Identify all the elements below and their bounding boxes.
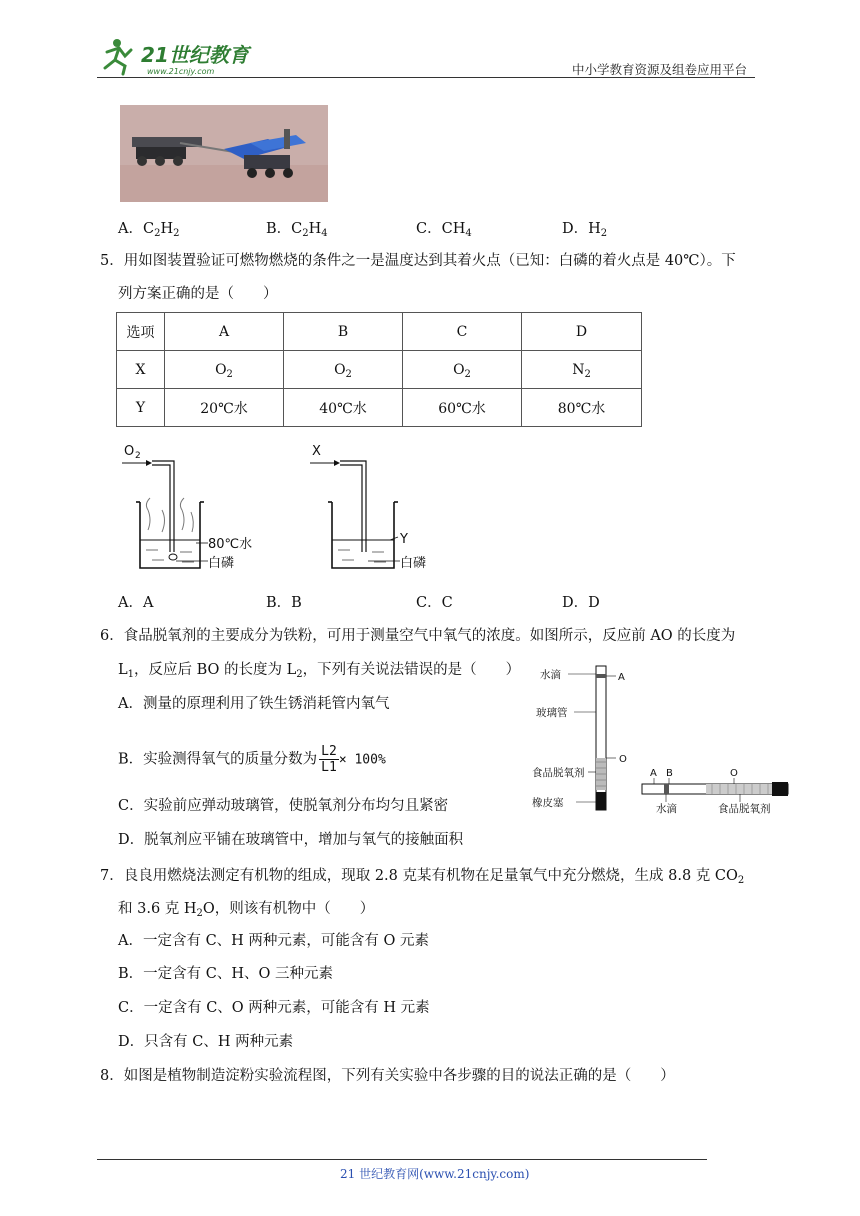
q5-option-c: C．C xyxy=(416,595,453,611)
table-cell: $O_2$ xyxy=(165,351,284,389)
q6-option-a: A．测量的原理利用了铁生锈消耗管内氧气 xyxy=(118,696,390,712)
q5-option-d: D．D xyxy=(562,595,600,611)
svg-text:O: O xyxy=(730,768,738,779)
q7-option-d: D．只含有 C、H 两种元素 xyxy=(118,1034,294,1050)
svg-text:80℃水: 80℃水 xyxy=(208,537,253,552)
q7-option-a: A．一定含有 C、H 两种元素，可能含有 O 元素 xyxy=(118,933,430,949)
svg-text:橡皮塞: 橡皮塞 xyxy=(532,797,564,809)
svg-text:食品脱氧剂: 食品脱氧剂 xyxy=(532,767,585,779)
table-cell: C xyxy=(403,313,522,351)
q7-option-c: C．一定含有 C、O 两种元素，可能含有 H 元素 xyxy=(118,1000,430,1016)
svg-text:Y: Y xyxy=(400,532,408,547)
q7-stem-line2: 和 3.6 克 $H_2O$，则该有机物中（ ） xyxy=(118,901,375,919)
table-row xyxy=(117,351,642,389)
svg-text:玻璃管: 玻璃管 xyxy=(536,707,568,719)
q6-stem-line1: 6．食品脱氧剂的主要成分为铁粉，可用于测量空气中氧气的浓度。如图所示，反应前 AO 的长度为 xyxy=(100,628,736,644)
q6-option-b: B．实验测得氧气的质量分数为 $\frac{L2}{L1}$ × 100% xyxy=(118,744,386,775)
q6-stem-line2: $L_1$，反应后 BO 的长度为 $L_2$，下列有关说法错误的是（ ） xyxy=(118,662,521,680)
q4-option-b: B．$C_2H_4$ xyxy=(266,221,328,239)
svg-text:X: X xyxy=(312,444,321,459)
table-cell: A xyxy=(165,313,284,351)
svg-text:A: A xyxy=(650,768,657,779)
q4-option-d: D．$H_2$ xyxy=(562,221,608,239)
svg-text:B: B xyxy=(666,768,673,779)
footer-divider xyxy=(97,1159,707,1160)
q5-beaker-figure-1 xyxy=(118,440,258,580)
logo-text: 21世纪教育 xyxy=(141,43,249,67)
table-cell: X xyxy=(117,351,165,389)
header-divider xyxy=(97,77,755,78)
fraction: $\frac{L2}{L1}$ xyxy=(321,744,337,775)
svg-text:2: 2 xyxy=(135,451,141,461)
table-cell: D xyxy=(522,313,642,351)
table-cell: 80℃水 xyxy=(522,389,642,427)
svg-text:白磷: 白磷 xyxy=(208,556,235,571)
runner-icon xyxy=(105,39,131,74)
site-logo xyxy=(95,36,260,78)
table-row xyxy=(117,389,642,427)
q4-option-a: A．$C_2H_2$ xyxy=(118,221,180,239)
table-cell: 40℃水 xyxy=(284,389,403,427)
table-cell: B xyxy=(284,313,403,351)
table-row xyxy=(117,313,642,351)
table-cell: 20℃水 xyxy=(165,389,284,427)
q6-option-d: D．脱氧剂应平铺在玻璃管中，增加与氧气的接触面积 xyxy=(118,832,464,848)
table-cell: $N_2$ xyxy=(522,351,642,389)
table-cell: Y xyxy=(117,389,165,427)
svg-text:食品脱氧剂: 食品脱氧剂 xyxy=(718,803,771,815)
platform-title: 中小学教育资源及组卷应用平台 xyxy=(572,62,748,77)
table-cell: $O_2$ xyxy=(403,351,522,389)
logo-url: www.21cnjy.com xyxy=(147,67,215,76)
svg-text:A: A xyxy=(618,672,625,683)
q5-beaker-figure-2 xyxy=(306,440,446,580)
q8-stem-line1: 8．如图是植物制造淀粉实验流程图，下列有关实验中各步骤的目的说法正确的是（ ） xyxy=(100,1068,675,1084)
svg-text:O: O xyxy=(619,754,627,765)
q7-option-b: B．一定含有 C、H、O 三种元素 xyxy=(118,966,333,982)
q5-option-a: A．A xyxy=(118,595,154,611)
rover-photo xyxy=(120,105,328,202)
q5-stem-line1: 5．用如图装置验证可燃物燃烧的条件之一是温度达到其着火点（已知：白磷的着火点是 40℃）。下 xyxy=(100,253,736,269)
table-cell: 60℃水 xyxy=(403,389,522,427)
q5-options-table xyxy=(116,312,642,427)
q6-glass-tube-figure xyxy=(530,660,792,820)
svg-text:O: O xyxy=(124,444,135,459)
q6-option-c: C．实验前应弹动玻璃管，使脱氧剂分布均匀且紧密 xyxy=(118,798,449,814)
table-cell: 选项 xyxy=(117,313,165,351)
q5-option-b: B．B xyxy=(266,595,302,611)
footer-link[interactable]: 21 世纪教育网(www.21cnjy.com) xyxy=(340,1167,530,1181)
svg-text:水滴: 水滴 xyxy=(540,669,561,681)
table-cell: $O_2$ xyxy=(284,351,403,389)
svg-text:水滴: 水滴 xyxy=(656,803,677,815)
q7-stem-line1: 7．良良用燃烧法测定有机物的组成，现取 2.8 克某有机物在足量氧气中充分燃烧，生成 8.8 克 $CO_2$ xyxy=(100,868,745,886)
q5-stem-line2: 列方案正确的是（ ） xyxy=(118,286,278,302)
svg-text:白磷: 白磷 xyxy=(400,556,427,571)
q4-option-c: C．$CH_4$ xyxy=(416,221,472,239)
